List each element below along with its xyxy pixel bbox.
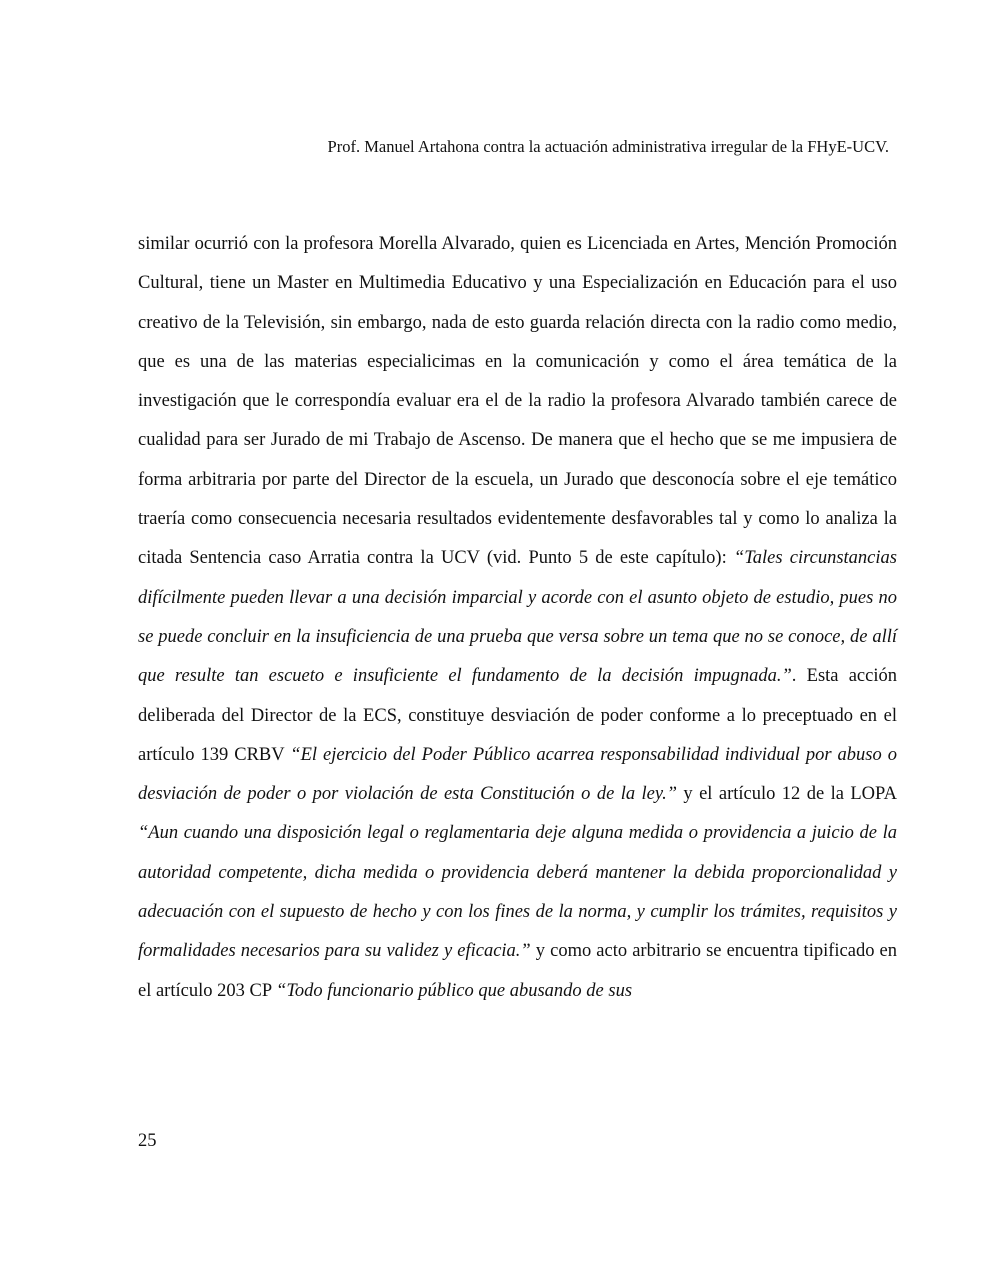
running-header: Prof. Manuel Artahona contra la actuación administrativa irregular de la FHyE-UCV. [327,137,889,156]
quote-cp-203: “Todo funcionario público que abusando de sus [276,980,633,1001]
page-number: 25 [138,1131,157,1151]
body-text-segment: similar ocurrió con la profesora Morella Alvarado, quien es Licenciada en Artes, Mención Promoción Cultural, tiene un Master en Multimedia Educativo y una Especialización en Educación para el uso creativo de la Televisión, sin embargo, nada de esto guarda relación directa con la radio como medio, que es una de las materias especialicimas en la comunicación y como el área temática de la investigación que le correspondía evaluar era el de la radio la profesora Alvarado también carece de cualidad para ser Jurado de mi Trabajo de Ascenso. De manera que el hecho que se me impusiera de forma arbitraria por parte del Director de la escuela, un Jurado que desconocía sobre el eje temático traería como consecuencia necesaria resultados evidentemente desfavorables tal y como lo analiza la citada Sentencia caso Arratia contra la UCV (vid. Punto 5 de este capítulo): [138,234,897,569]
body-text-segment: y el artículo 12 de la LOPA [677,784,897,805]
quote-lopa-12: “Aun cuando una disposición legal o reglamentaria deje alguna medida o providencia a juicio de la autoridad competente, dicha medida o providencia deberá mantener la debida proporcionalidad y adecuación con el supuesto de hecho y con los fines de la norma, y cumplir los trámites, requisitos y formalidades necesarios para su validez y eficacia.” [138,823,897,962]
quote-crbv-139: “El ejercicio del Poder Público acarrea responsabilidad individual por abuso o desviación de poder o por violación de esta Constitución o de la ley.” [138,744,897,805]
body-text-segment: . Esta acción deliberada del Director de la ECS, constituye desviación de poder conforme a lo preceptuado en el artículo 139 CRBV [138,666,897,765]
body-text-segment: y como acto arbitrario se encuentra tipificado en el artículo 203 CP [138,941,897,1001]
quote-sentencia: “Tales circunstancias difícilmente pueden llevar a una decisión imparcial y acorde con el asunto objeto de estudio, pues no se puede concluir en la insuficiencia de una prueba que versa sobre un tema que no se conoce, de allí que resulte tan escueto e insuficiente el fundamento de la decisión impugnada.” [138,548,897,687]
body-paragraph [138,225,897,1011]
